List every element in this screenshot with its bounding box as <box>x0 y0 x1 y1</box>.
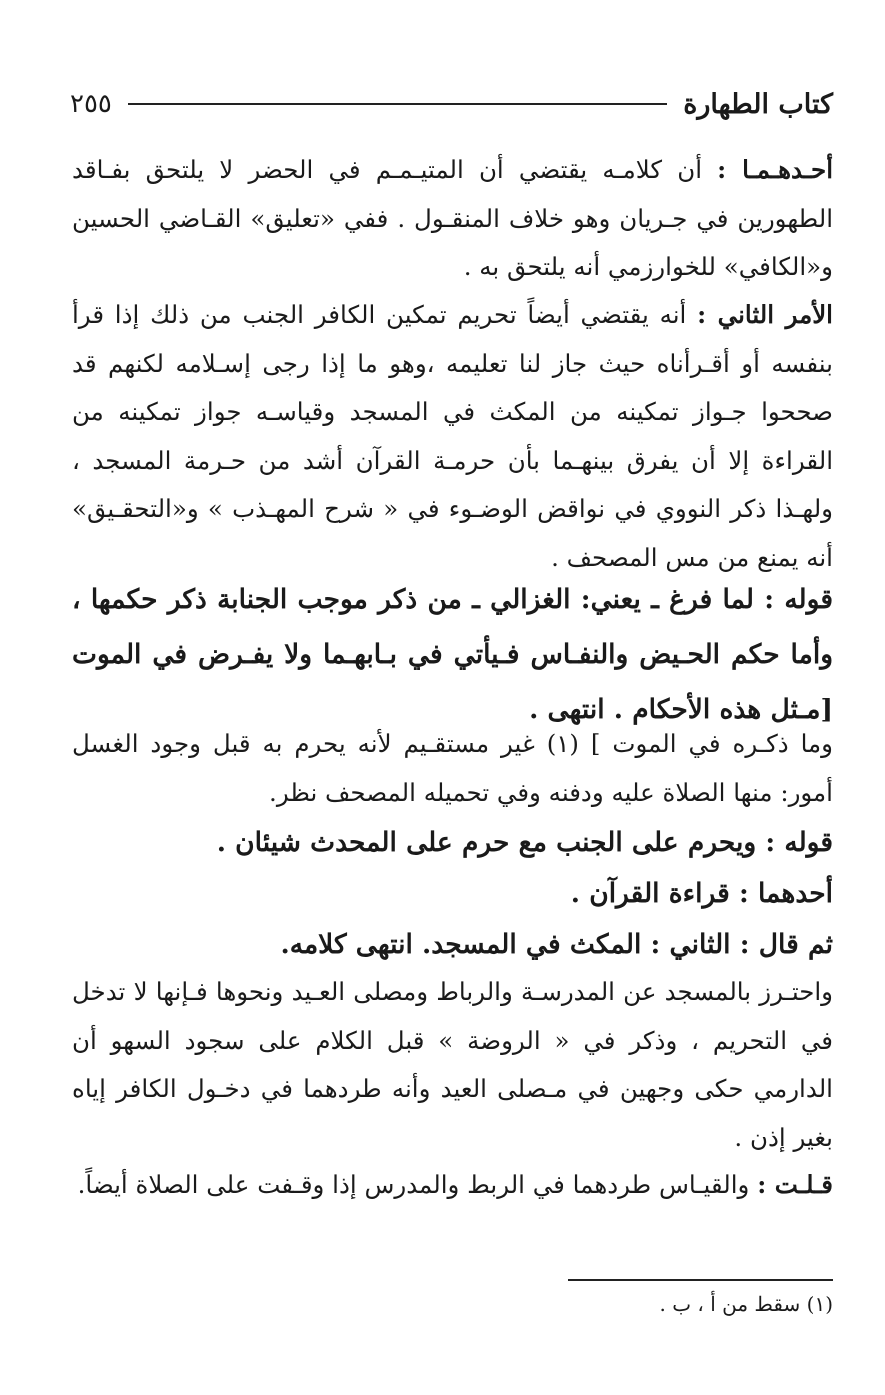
paragraph-text: واحتـرز بالمسجد عن المدرسـة والرباط ومصلى العـيد ونحوها فـإنها لا تدخل في التحريم ، وذكر في « الروضة » قبل الكلام على سجود السهو أن الدارمي حكى وجهين في مـصلى العيد وأنه طردهما في دخـول الكافر إياه بغير إذن . <box>72 977 833 1152</box>
footnote: (١) سقط من أ ، ب . <box>659 1292 833 1316</box>
paragraph-first-issue <box>72 146 833 292</box>
paragraph-text: قوله : ويحرم على الجنب مع حرم على المحدث شيئان . <box>216 827 833 858</box>
paragraph-text: أن كلامـه يقتضي أن المتيـمـم في الحضر لا يلتحق بفـاقد الطهورين في جـريان وهو خلاف المنقـول . ففي «تعليق» القـاضي الحسين و«الكافي» للخوارزمي أنه يلتحق به . <box>72 155 833 281</box>
chapter-title: كتاب الطهارة <box>683 88 833 120</box>
paragraph-lead: الأمر الثاني : <box>697 300 833 329</box>
quoted-statement <box>72 815 833 870</box>
quoted-statement <box>72 866 833 921</box>
paragraph-text: قوله : لما فرغ ـ يعني: الغزالي ـ من ذكر موجب الجنابة ذكر حكمها ، وأما حكم الحـيض والنفـاس فـيأتي في بـابهـما ولا يفـرض في الموت [مـثل هذه الأحكام . انتهى . <box>72 584 833 725</box>
paragraph-text: ثم قال : الثاني : المكث في المسجد. انتهى كلامه. <box>280 929 833 960</box>
paragraph-commentary <box>72 968 833 1162</box>
paragraph-commentary <box>72 720 833 817</box>
header-rule <box>128 103 667 105</box>
quoted-statement <box>72 572 833 737</box>
paragraph-lead: قـلـت : <box>757 1170 833 1199</box>
running-header <box>70 84 833 124</box>
paragraph-text: وما ذكـره في الموت ] (١) غير مستقـيم لأنه يحرم به قبل وجود الغسل أمور: منها الصلاة عليه ودفنه وفي تحميله المصحف نظر. <box>72 729 833 807</box>
quoted-statement <box>72 917 833 972</box>
page-number: ٢٥٥ <box>70 89 112 119</box>
paragraph-text: أحدهما : قراءة القرآن . <box>570 878 833 909</box>
paragraph-lead: أحـدهـمـا : <box>717 155 834 184</box>
paragraph-second-issue <box>72 291 833 582</box>
paragraph-text: أنه يقتضي أيضاً تحريم تمكين الكافر الجنب من ذلك إذا قرأ بنفسه أو أقـرأناه حيث جاز لنا تعليمه ،وهو ما إذا رجى إسـلامه لكنهم قد صححوا جـواز تمكينه من المكث في المسجد وقياسـه جواز تمكينه من القراءة إلا أن يفرق بينهـما بأن حرمـة القرآن أشد من حـرمة المسجد ، ولهـذا ذكر النووي في نواقض الوضـوء في « شرح المهـذب » و«التحقـيق» أنه يمنع من مس المصحف . <box>72 300 833 572</box>
paragraph-text: والقيـاس طردهما في الربط والمدرس إذا وقـفت على الصلاة أيضاً. <box>77 1170 758 1199</box>
paragraph-opinion <box>72 1161 833 1210</box>
footnote-rule <box>568 1279 833 1281</box>
